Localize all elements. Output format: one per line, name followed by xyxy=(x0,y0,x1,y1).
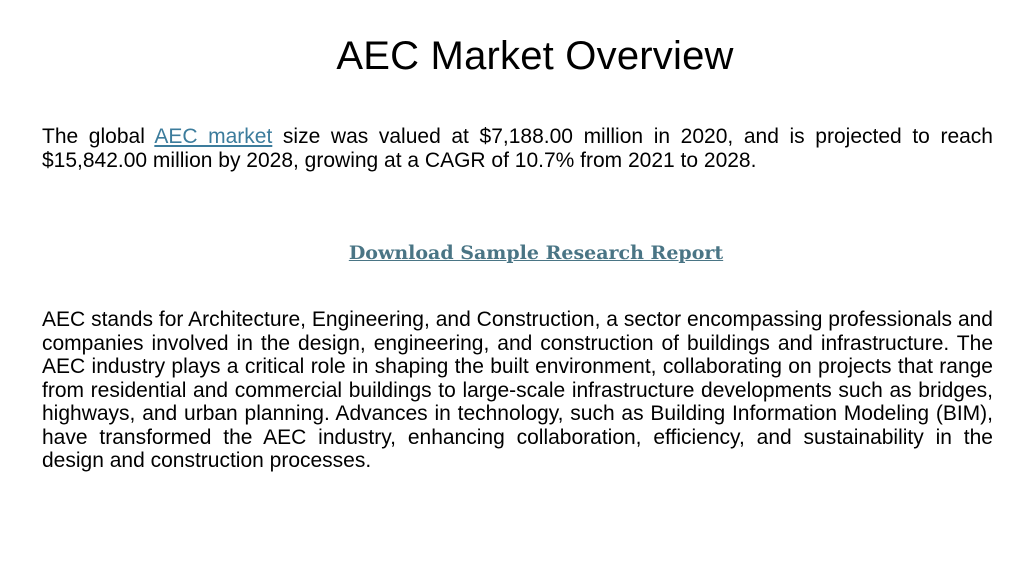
aec-market-link[interactable]: AEC market xyxy=(154,125,273,148)
intro-suffix: size was valued at $7,188.00 million in 2020, and is projected to reach $15,842.00 million by 2028, growing at a CAGR of 10.7% from 2021 to 2028. xyxy=(42,125,993,172)
download-sample-report-link[interactable]: Download Sample Research Report xyxy=(348,242,724,264)
body-paragraph: AEC stands for Architecture, Engineering, and Construction, a sector encompassing professionals and companies involved in the design, engineering, and construction of buildings and infrastructure. The AEC industry plays a critical role in shaping the built environment, collaborating on projects that range from residential and commercial buildings to large-scale infrastructure developments such as bridges, highways, and urban planning. Advances in technology, such as Building Information Modeling (BIM), have transformed the AEC industry, enhancing collaboration, efficiency, and sustainability in the design and construction processes. xyxy=(42,308,993,472)
slide-title: AEC Market Overview xyxy=(336,34,734,78)
intro-paragraph xyxy=(42,125,993,172)
intro-prefix: The global xyxy=(42,125,155,148)
